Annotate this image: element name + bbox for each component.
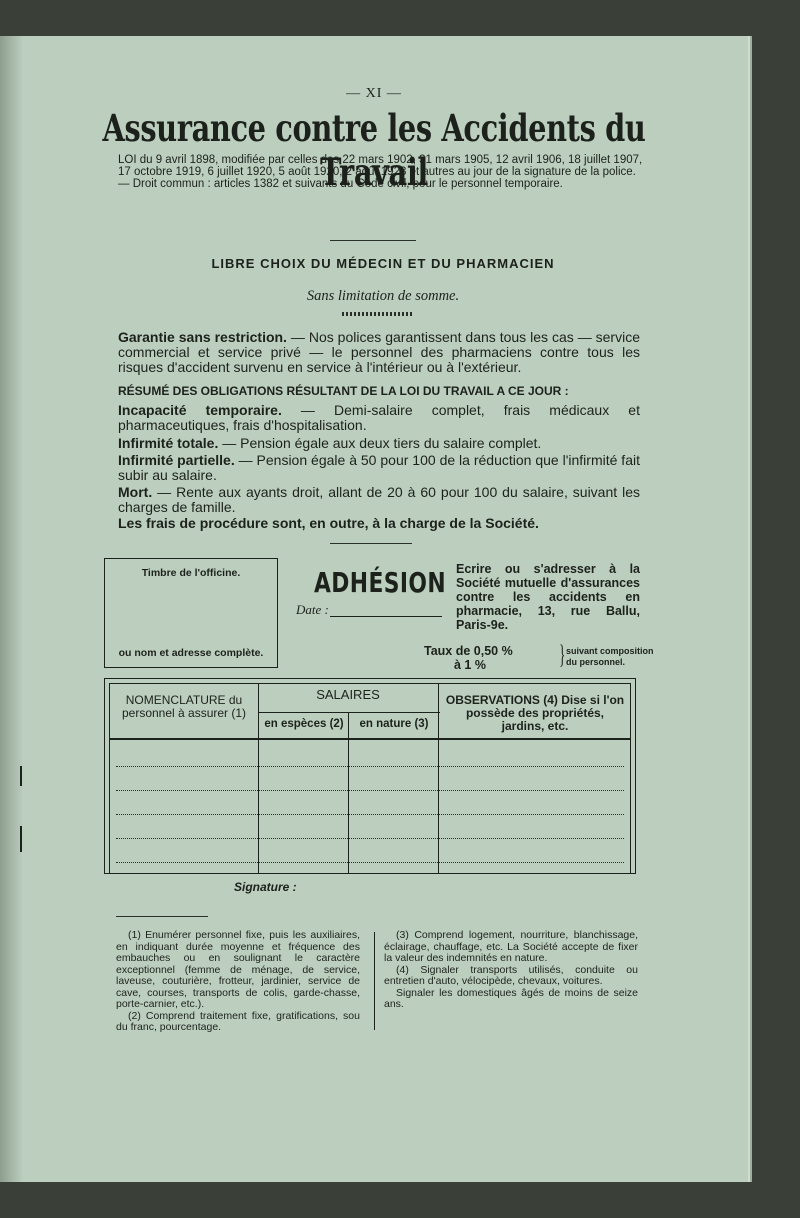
contact-address: Ecrire ou s'adresser à la Société mutuelle d'assurances contre les accidents en pharmacie, 13, rue Ballu, Paris-9e.	[456, 562, 640, 632]
table-row[interactable]	[116, 814, 624, 815]
signature-field[interactable]	[300, 894, 500, 895]
table-row[interactable]	[116, 862, 624, 863]
footnote-3: (3) Comprend logement, nourriture, blanchissage, éclairage, chauffage, etc. La Société accepte de fixer la valeur des indemnités en nature.	[384, 929, 638, 964]
date-field[interactable]	[330, 616, 442, 617]
page-title: Assurance contre les Accidents du Travail	[102, 106, 646, 194]
divider	[330, 543, 412, 544]
col-nature: en nature (3)	[359, 718, 429, 730]
composition-line-1: suivant composition	[566, 646, 654, 656]
obligation-label: Incapacité temporaire.	[118, 402, 282, 418]
obligation-1	[118, 403, 640, 433]
col-especes: en espèces (2)	[264, 718, 344, 730]
obligation-text: — Rente aux ayants droit, allant de 20 à 60 pour 100 du salaire, suivant les charges de famille.	[118, 484, 640, 515]
page-number: — XI —	[346, 86, 402, 101]
frais-line: Les frais de procédure sont, en outre, à la charge de la Société.	[118, 515, 539, 531]
footnotes-left	[116, 930, 360, 1034]
name-address-label: ou nom et adresse complète.	[118, 647, 264, 659]
divider	[330, 240, 416, 241]
margin-mark	[20, 766, 22, 786]
footnote-2: (2) Comprend traitement fixe, gratifications, sou du franc, pourcentage.	[116, 1009, 360, 1033]
adhesion-title: ADHÉSION	[314, 566, 447, 599]
rate-text	[424, 644, 513, 672]
rate-line-2: à 1 %	[454, 658, 486, 672]
stamp-box	[104, 558, 278, 668]
footnote-column-divider	[374, 932, 375, 1030]
personnel-table	[104, 678, 636, 874]
footnote-5: Signaler les domestiques âgés de moins de seize ans.	[384, 986, 638, 1010]
footnotes-right	[384, 930, 638, 1011]
obligation-4	[118, 485, 640, 515]
guarantee-paragraph	[118, 330, 640, 375]
obligation-text: — Pension égale à 50 pour 100 de la réduction que l'infirmité fait subir au salaire.	[118, 452, 640, 483]
wavy-divider	[342, 312, 414, 316]
obligation-label: Infirmité partielle.	[118, 452, 235, 468]
rate-line-1: Taux de 0,50 %	[424, 644, 513, 658]
guarantee-label: Garantie sans restriction.	[118, 329, 287, 345]
resume-heading: RÉSUMÉ DES OBLIGATIONS RÉSULTANT DE LA LOI DU TRAVAIL A CE JOUR :	[118, 384, 569, 398]
brace-icon: }	[559, 640, 566, 669]
date-label: Date :	[296, 602, 329, 617]
table-row[interactable]	[116, 838, 624, 839]
table-row[interactable]	[116, 790, 624, 791]
obligation-2	[118, 436, 640, 451]
footnote-4: (4) Signaler transports utilisés, conduite ou entretien d'auto, vélocipède, chevaux, voitures.	[384, 963, 638, 987]
composition-line-2: du personnel.	[566, 657, 626, 667]
guarantee-text: — Nos polices garantissent dans tous les cas — service commercial et service privé — le personnel des pharmaciens contre tous les risques d'accident survenu en service à l'intérieur ou à l'extérieur.	[118, 329, 640, 375]
subheading: LIBRE CHOIX DU MÉDECIN ET DU PHARMACIEN	[211, 256, 555, 271]
obligation-text: — Pension égale aux deux tiers du salaire complet.	[218, 435, 542, 451]
italic-line: Sans limitation de somme.	[306, 288, 460, 304]
obligation-3	[118, 453, 640, 483]
stamp-label: Timbre de l'officine.	[141, 567, 241, 579]
col-nomenclature: NOMENCLATURE du personnel à assurer (1)	[121, 693, 247, 720]
law-reference: LOI du 9 avril 1898, modifiée par celles des 22 mars 1902, 31 mars 1905, 12 avril 1906, 18 juillet 1907, 17 octobre 1919, 6 juillet 1920, 5 août 1920, 2 août 1923 et autres au jour de la signature de la police. — Droit commun : articles 1382 et suivants du Code civil, pour le personnel temporaire.	[118, 154, 643, 190]
obligation-label: Mort.	[118, 484, 153, 500]
obligation-label: Infirmité totale.	[118, 435, 219, 451]
margin-mark	[20, 826, 22, 852]
signature-label: Signature :	[234, 880, 297, 894]
binding-gutter	[0, 36, 22, 1182]
table-row[interactable]	[116, 766, 624, 767]
obligation-text: — Demi-salaire complet, frais médicaux et pharmaceutiques, frais d'hospitalisation.	[118, 402, 640, 433]
col-observations: OBSERVATIONS (4) Dise si l'on possède des propriétés, jardins, etc.	[445, 693, 625, 733]
col-salaires: SALAIRES	[316, 687, 380, 702]
footnote-divider	[116, 916, 208, 917]
composition-note	[566, 646, 654, 668]
footnote-1: (1) Enumérer personnel fixe, puis les auxiliaires, en indiquant durée moyenne et fréquence des embauches ou en soulignant le caractère exceptionnel (femme de ménage, de service, laveuse, couturière, frotteur, jardinier, service de cave, courses, transports de colis, garde-chasse, porte-carnier, etc.).	[116, 929, 360, 1010]
